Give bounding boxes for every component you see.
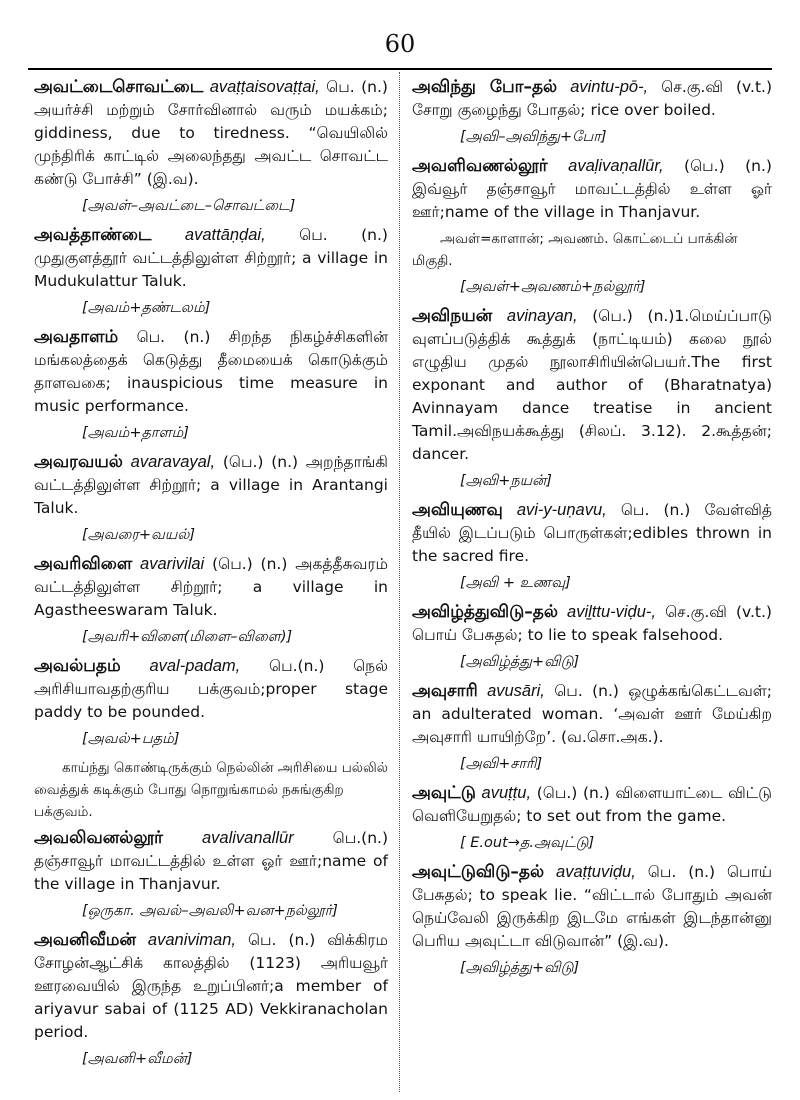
entry-headword: அவிழ்த்துவிடு–தல் [412,602,558,622]
entry-etymology: [அவம்+தாளம்] [82,425,189,441]
entry-definition: பெ.(n.) நெல் அரிசியாவதற்குரிய பக்குவம்;proper stage paddy to be pounded. [34,657,388,721]
entry-transliteration: avalivanallūr [201,829,294,847]
entry-etymology: [அவனி+வீமன்] [82,1051,193,1067]
entry-transliteration: avinayan, [506,307,578,325]
right-column [412,76,772,986]
dictionary-entry [34,326,388,418]
entry-headword: அவத்தாண்டை [34,225,152,245]
entry-note: காய்ந்து கொண்டிருக்கும் நெல்லின் அரிசியை பல்லில் வைத்துக் கடிக்கும் போது நொறுங்காமல் நசுங்குகிற பக்குவம். [34,760,388,820]
entry-transliteration: avaṭṭuviḍu, [556,863,636,881]
dictionary-entry [412,782,772,828]
dictionary-entry [34,224,388,293]
entry-etymology: [அவரை+வயல்] [82,527,196,543]
entry-transliteration: avuṭṭu, [481,784,532,802]
entry-etymology: [ E.out→த.அவுட்டு] [460,835,595,851]
entry-transliteration: avi-y-uṇavu, [516,501,607,519]
entry-definition: (பெ.) (n.)1.மெய்ப்பாடு வுளப்படுத்திக் கூத்துக் (நாட்டியம்) கலை நூல் எழுதிய முதல் நூலாசிரியின்பெயர்.The first exponant and author of (Bharatnatya) Avinnayam dance treatise in ancient Tamil.அவிநயக்கூத்து (சிலப். 3.12). 2.கூத்தன்; dancer. [412,307,772,463]
left-column [34,76,388,1077]
entry-etymology: [அவள்–அவட்டை–சொவட்டை] [82,198,296,214]
column-divider [399,72,400,1092]
entry-transliteration: avaḷivaṇallūr, [568,157,664,175]
header-rule [28,68,772,70]
entry-note: அவள்=காளான்; அவணம். கொட்டைப் பாக்கின் மிகுதி. [412,231,738,269]
dictionary-entry [412,155,772,224]
dictionary-entry [412,305,772,466]
entry-definition: பெ. (n.) விக்கிரம சோழன்ஆட்சிக் காலத்தில் (1123) அரியவூர் ஊரவையில் இருந்த உறுப்பினர்;a member of ariyavur sabai of (1125 AD) Vekkiranacholan period. [34,931,388,1041]
entry-etymology: [ஒருகா. அவல்–அவலி+வன+நல்லூர்] [82,903,338,919]
entry-headword: அவதாளம் [34,327,119,347]
dictionary-entry [34,451,388,520]
dictionary-entry [412,680,772,749]
entry-headword: அவுட்டுவிடு–தல் [412,862,545,882]
entry-headword: அவரிவிளை [34,554,133,574]
entry-headword: அவிநயன் [412,306,493,326]
entry-etymology: [அவரி+விளை(மிளை–விளை)] [82,629,293,645]
entry-etymology: [அவிழ்த்து+விடு] [460,960,580,976]
entry-etymology: [அவி+சாரி] [460,756,543,772]
entry-transliteration: aviḻttu-viḍu-, [567,603,656,621]
dictionary-entry [34,827,388,896]
entry-definition: (பெ.) (n.) இவ்வூர் தஞ்சாவூர் மாவட்டத்தில் உள்ள ஓர் ஊர்;name of the village in Thanjavur. [412,157,772,221]
entry-transliteration: aval-padam, [149,657,241,675]
entry-headword: அவுசாரி [412,681,478,701]
entry-etymology: [அவல்+பதம்] [82,731,180,747]
entry-definition: (பெ.) (n.) அறந்தாங்கி வட்டத்திலுள்ள சிற்றூர்; a village in Arantangi Taluk. [34,453,388,517]
entry-transliteration: avintu-pō-, [570,78,649,96]
entry-definition: (பெ.) (n.) விளையாட்டை விட்டு வெளியேறுதல்; to set out from the game. [412,784,772,825]
entry-headword: அவுட்டு [412,783,476,803]
entry-definition: பெ.(n.) தஞ்சாவூர் மாவட்டத்தில் உள்ள ஓர் ஊர்;name of the village in Thanjavur. [34,829,388,893]
entry-etymology: [அவம்+தண்டலம்] [82,300,211,316]
entry-headword: அவட்டைசொவட்டை [34,77,204,97]
dictionary-entry [34,655,388,724]
entry-headword: அவிந்து போ–தல் [412,77,558,97]
entry-headword: அவனிவீமன் [34,930,136,950]
entry-definition: பெ. (n.) அயர்ச்சி மற்றும் சோர்வினால் வரும் மயக்கம்; giddiness, due to tiredness. “வெயிலில் முந்திரிக் காட்டில் அலைந்தது அவட்ட சொவட்ட கண்டு போச்சி” (இ.வ). [34,78,388,188]
entry-etymology: [அவள்+அவணம்+நல்லூர்] [460,279,646,295]
entry-transliteration: avattāṇḍai, [184,226,266,244]
entry-etymology: [அவி + உணவு] [460,575,571,591]
entry-etymology: [அவி–அவிந்து+போ] [460,129,607,145]
entry-definition: (பெ.) (n.) அகத்தீசுவரம் வட்டத்திலுள்ள சிற்றூர்; a village in Agastheeswaram Taluk. [34,555,388,619]
entry-transliteration: avaniviman, [147,931,236,949]
entry-transliteration: avaravayal, [130,453,216,471]
entry-transliteration: avaṭṭaisovaṭṭai, [209,78,320,96]
entry-definition: பெ. (n.) பொய் பேசுதல்; to speak lie. “விட்டால் போதும் அவன் நெய்வேலி இருக்கிற இடமே எங்கள் இடந்தான்னு பெரிய அவுட்டா விடுவான்” (இ.வ). [412,863,772,950]
entry-headword: அவளிவணல்லூர் [412,156,548,176]
entry-etymology: [அவி+நயன்] [460,473,552,489]
entry-definition: செ.கு.வி (v.t.) பொய் பேசுதல்; to lie to speak falsehood. [412,603,772,644]
entry-headword: அவரவயல் [34,452,123,472]
entry-headword: அவல்பதம் [34,656,121,676]
entry-definition: பெ. (n.) முதுகுளத்தூர் வட்டத்திலுள்ள சிற்றூர்; a village in Mudukulattur Taluk. [34,226,388,290]
dictionary-entry [34,76,388,191]
page-number: 60 [384,30,416,58]
entry-etymology: [அவிழ்த்து+விடு] [460,654,580,670]
dictionary-entry [412,601,772,647]
entry-transliteration: avarivilai [140,555,205,573]
dictionary-entry [412,861,772,953]
entry-transliteration: avusāri, [487,682,545,700]
entry-headword: அவலிவனல்லூர் [34,828,164,848]
dictionary-entry [412,76,772,122]
entry-definition: செ.கு.வி (v.t.) சோறு குழைந்து போதல்; rice over boiled. [412,78,772,119]
dictionary-entry [34,553,388,622]
dictionary-entry [34,929,388,1044]
dictionary-entry [412,499,772,568]
entry-definition: பெ. (n.) வேள்வித் தீயில் இடப்படும் பொருள்கள்;edibles thrown in the sacred fire. [412,501,772,565]
entry-definition: பெ. (n.) சிறந்த நிகழ்ச்சிகளின் மங்கலத்தைக் கெடுத்து தீமையைக் கொடுக்கும் தாளவகை; inauspicious time measure in music performance. [34,328,388,415]
entry-headword: அவியுணவு [412,500,503,520]
entry-definition: பெ. (n.) ஒழுக்கங்கெட்டவள்; an adulterated woman. ‘அவள் ஊர் மேய்கிற அவுசாரி யாயிற்றே’. (வ.சொ.அக.). [412,682,772,746]
